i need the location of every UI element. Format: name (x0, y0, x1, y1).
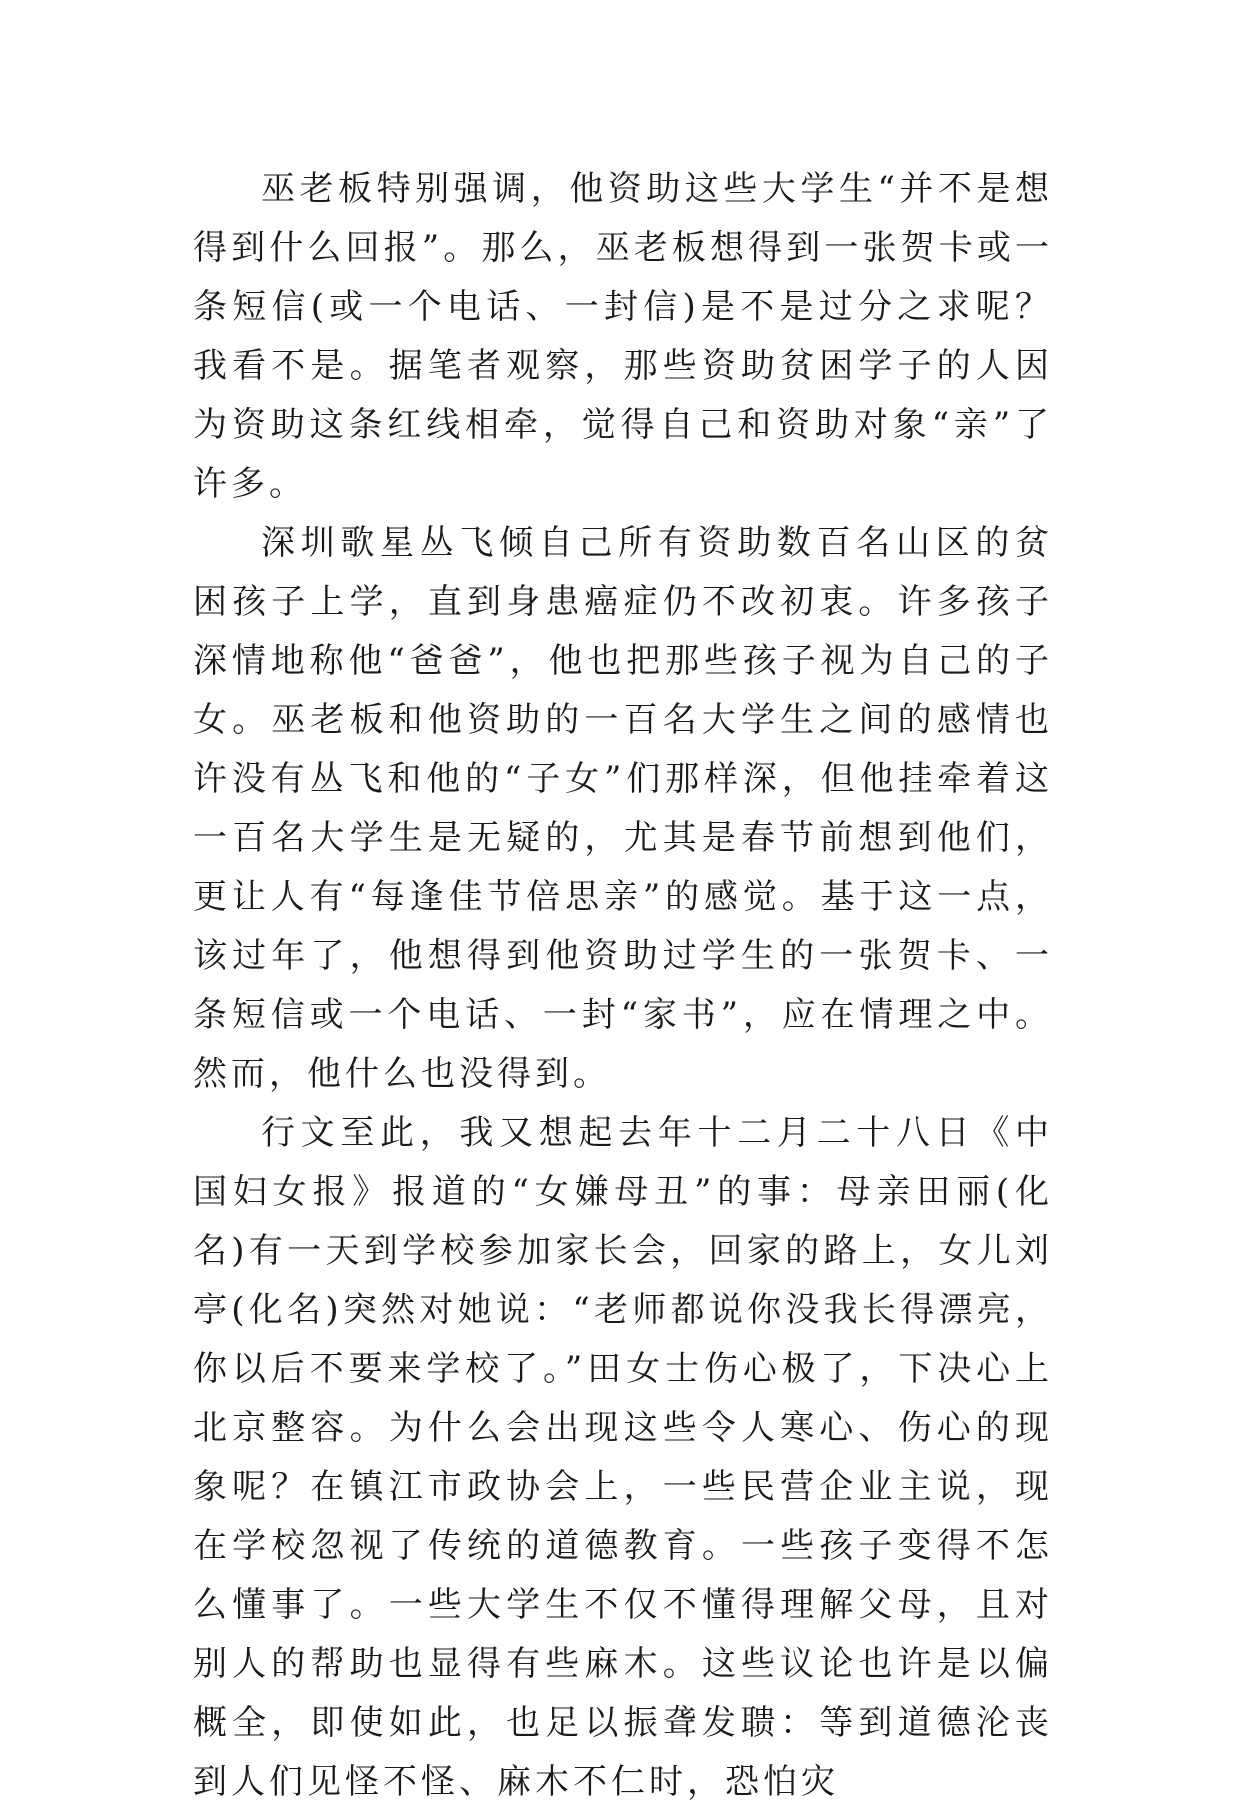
paragraph-3: 行文至此，我又想起去年十二月二十八日《中国妇女报》报道的“女嫌母丑”的事：母亲田丽(化名)有一天到学校参加家长会，回家的路上，女儿刘亭(化名)突然对她说：“老师都说你没我长得漂亮，你以后不要来学校了。”田女士伤心极了，下决心上北京整容。为什么会出现这些令人寒心、伤心的现象呢？在镇江市政协会上，一些民营企业主说，现在学校忽视了传统的道德教育。一些孩子变得不怎么懂事了。一些大学生不仅不懂得理解父母，且对别人的帮助也显得有些麻木。这些议论也许是以偏概全，即使如此，也足以振聋发聩：等到道德沦丧到人们见怪不怪、麻木不仁时，恐怕灾 (193, 1113, 1053, 1802)
article-body (193, 160, 1053, 1812)
paragraph-1: 巫老板特别强调，他资助这些大学生“并不是想得到什么回报”。那么，巫老板想得到一张贺卡或一条短信(或一个电话、一封信)是不是过分之求呢？我看不是。据笔者观察，那些资助贫困学子的人因为资助这条红线相牵，觉得自己和资助对象“亲”了许多。 (193, 169, 1053, 504)
paragraph-2: 深圳歌星丛飞倾自己所有资助数百名山区的贫困孩子上学，直到身患癌症仍不改初衷。许多孩子深情地称他“爸爸”，他也把那些孩子视为自己的子女。巫老板和他资助的一百名大学生之间的感情也许没有丛飞和他的“子女”们那样深，但他挂牵着这一百名大学生是无疑的，尤其是春节前想到他们，更让人有“每逢佳节倍思亲”的感觉。基于这一点，该过年了，他想得到他资助过学生的一张贺卡、一条短信或一个电话、一封“家书”，应在情理之中。然而，他什么也没得到。 (193, 523, 1053, 1094)
